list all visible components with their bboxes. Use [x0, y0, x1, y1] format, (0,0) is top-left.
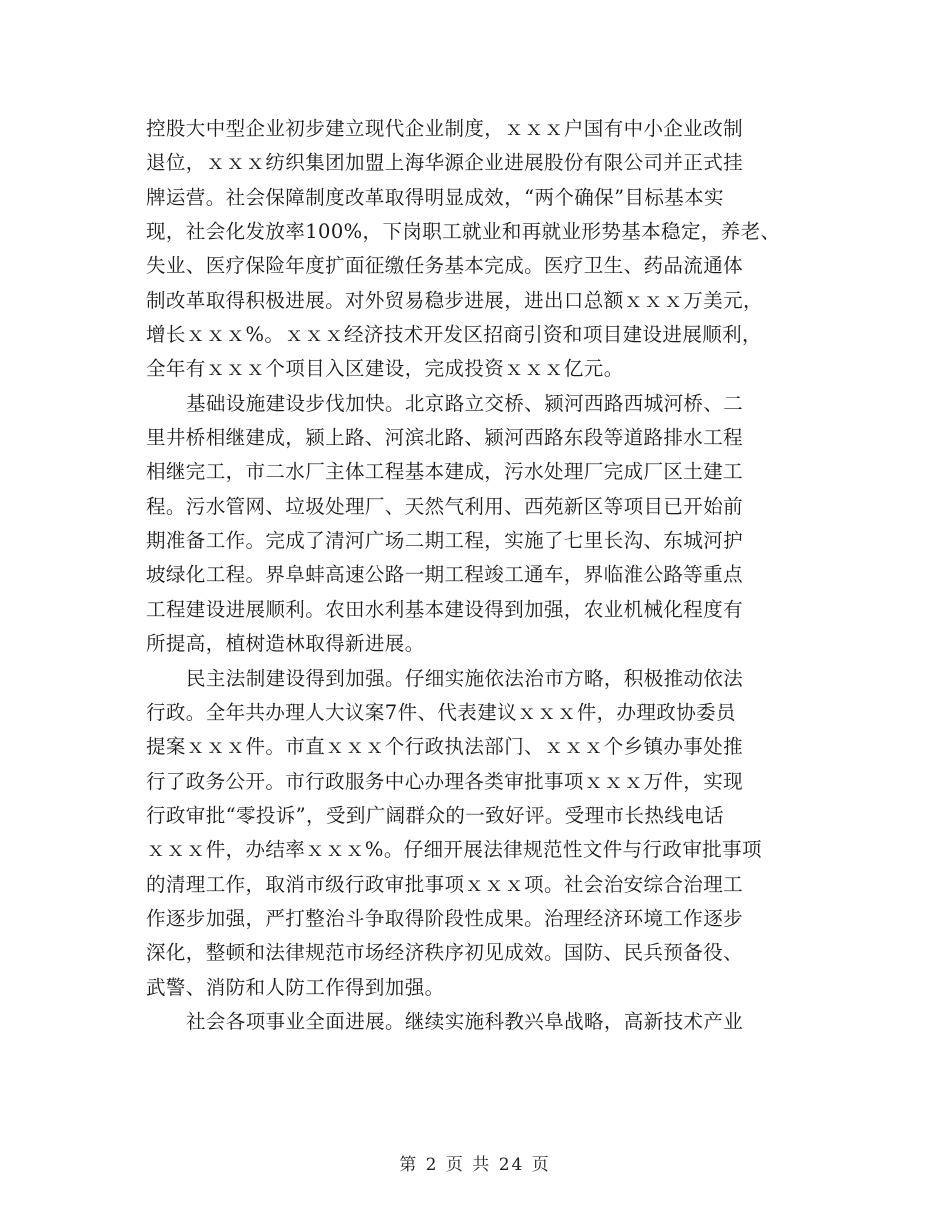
text-line: 的清理工作，取消市级行政审批事项ｘｘｘ项。社会治安综合治理工 [146, 872, 744, 896]
text-line: 制改革取得积极进展。对外贸易稳步进展，进出口总额ｘｘｘ万美元， [146, 288, 763, 312]
page-number-label: 第 2 页 共 24 页 [399, 1155, 551, 1175]
text-line: 增长ｘｘｘ%。ｘｘｘ经济技术开发区招商引资和项目建设进展顺利， [146, 323, 762, 347]
text-line: 现，社会化发放率100%，下岗职工就业和再就业形势基本稳定，养老、 [146, 220, 781, 244]
text-line: 期准备工作。完成了清河广场二期工程，实施了七里长沟、东城河护 [146, 529, 744, 553]
text-line: 行政审批“零投诉”，受到广阔群众的一致好评。受理市长热线电话 [146, 803, 724, 827]
text-line: 行了政务公开。市行政服务中心办理各类审批事项ｘｘｘ万件，实现 [146, 769, 744, 793]
text-line: 里井桥相继建成，颍上路、河滨北路、颍河西路东段等道路排水工程 [146, 426, 744, 450]
text-line: 作逐步加强，严打整治斗争取得阶段性成果。治理经济环境工作逐步 [146, 906, 744, 930]
text-line: 武警、消防和人防工作得到加强。 [146, 975, 445, 999]
text-line: 工程建设进展顺利。农田水利基本建设得到加强，农业机械化程度有 [146, 597, 744, 621]
text-line: 所提高，植树造林取得新进展。 [146, 632, 425, 656]
text-line: 深化，整顿和法律规范市场经济秩序初见成效。国防、民兵预备役、 [146, 941, 744, 965]
text-line: 坡绿化工程。界阜蚌高速公路一期工程竣工通车，界临淮公路等重点 [146, 563, 744, 587]
text-line: 行政。全年共办理人大议案7件、代表建议ｘｘｘ件，办理政协委员 [146, 700, 736, 724]
page-footer [0, 1150, 950, 1175]
text-line: 牌运营。社会保障制度改革取得明显成效，“两个确保”目标基本实 [146, 185, 724, 209]
text-line: ｘｘｘ件，办结率ｘｘｘ%。仔细开展法律规范性文件与行政审批事项 [146, 838, 762, 862]
text-line: 失业、医疗保险年度扩面征缴任务基本完成。医疗卫生、药品流通体 [146, 254, 744, 278]
paragraph-start-line: 社会各项事业全面进展。继续实施科教兴阜战略，高新技术产业 [186, 1009, 744, 1033]
paragraph-start-line: 基础设施建设步伐加快。北京路立交桥、颍河西路西城河桥、二 [186, 391, 744, 415]
text-line: 控股大中型企业初步建立现代企业制度，ｘｘｘ户国有中小企业改制 [146, 117, 744, 140]
text-line: 退位，ｘｘｘ纺织集团加盟上海华源企业进展股份有限公司并正式挂 [146, 151, 744, 175]
text-line: 程。污水管网、垃圾处理厂、天然气利用、西苑新区等项目已开始前 [146, 494, 744, 518]
document-body [146, 112, 816, 1039]
paragraph-start-line: 民主法制建设得到加强。仔细实施依法治市方略，积极推动依法 [186, 666, 744, 690]
text-line: 相继完工，市二水厂主体工程基本建成，污水处理厂完成厂区土建工 [146, 460, 744, 484]
text-line: 全年有ｘｘｘ个项目入区建设，完成投资ｘｘｘ亿元。 [146, 357, 624, 381]
text-line: 提案ｘｘｘ件。市直ｘｘｘ个行政执法部门、ｘｘｘ个乡镇办事处推 [146, 735, 744, 759]
